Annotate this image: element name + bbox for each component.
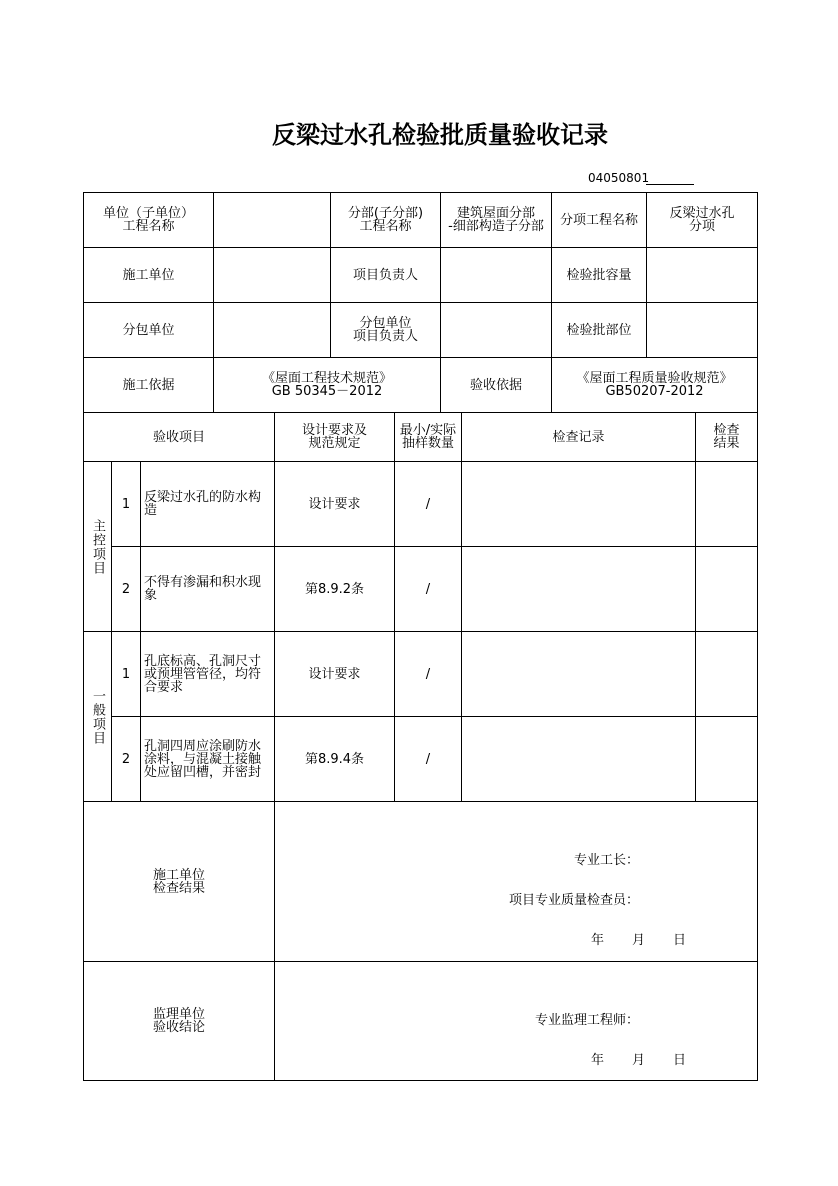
construction-basis-label-text: 施工依据 bbox=[122, 377, 175, 393]
main-item-1-text-content: 反梁过水孔的防水构造 bbox=[144, 490, 262, 518]
subcontractor-manager-label-line-2: 项目负责人 bbox=[352, 329, 418, 344]
subitem-name-value bbox=[646, 192, 758, 248]
col-header-record-text: 检查记录 bbox=[552, 429, 605, 445]
general-item-1-no-text: 1 bbox=[121, 666, 131, 682]
col-header-result-line-2: 结果 bbox=[713, 436, 740, 451]
general-item-2-no bbox=[111, 716, 141, 802]
subitem-name-label-text: 分项工程名称 bbox=[559, 212, 638, 228]
division-name-value-line-1: 建筑屋面分部 bbox=[456, 206, 535, 221]
contractor-value bbox=[213, 247, 331, 303]
general-item-2-record bbox=[461, 716, 696, 802]
col-header-sample-line-2: 抽样数量 bbox=[401, 436, 454, 451]
general-item-1-sample-text: / bbox=[425, 666, 431, 682]
col-header-sample-line-1: 最小/实际 bbox=[399, 423, 457, 438]
contractor-date-month: 月 bbox=[632, 933, 646, 948]
division-name-value bbox=[440, 192, 552, 248]
subitem-name-value-line-2: 分项 bbox=[688, 219, 715, 234]
supervisor-conclusion-label-line-1: 监理单位 bbox=[152, 1007, 205, 1022]
supervisor-conclusion-label bbox=[83, 961, 275, 1081]
general-item-2-result bbox=[695, 716, 758, 802]
subcontractor-label bbox=[83, 302, 214, 358]
main-item-1-no bbox=[111, 461, 141, 547]
subitem-name-label bbox=[551, 192, 647, 248]
batch-capacity-label bbox=[551, 247, 647, 303]
main-item-1-result bbox=[695, 461, 758, 547]
form-code-blank-line bbox=[646, 184, 694, 185]
acceptance-basis-label-text: 验收依据 bbox=[469, 377, 522, 393]
project-manager-label bbox=[330, 247, 441, 303]
subitem-name-value-line-1: 反梁过水孔 bbox=[669, 206, 735, 221]
general-item-1-record bbox=[461, 631, 696, 717]
main-item-2-sample-text: / bbox=[425, 581, 431, 597]
general-items-label bbox=[83, 631, 112, 802]
main-item-1-record bbox=[461, 461, 696, 547]
contractor-check-label bbox=[83, 801, 275, 962]
project-manager-label-text: 项目负责人 bbox=[352, 267, 418, 283]
batch-capacity-value bbox=[646, 247, 758, 303]
foreman-label: 专业工长： bbox=[573, 853, 639, 868]
main-item-2-sample bbox=[394, 546, 462, 632]
col-header-sample bbox=[394, 412, 462, 462]
subcontractor-manager-label bbox=[330, 302, 441, 358]
batch-capacity-label-text: 检验批容量 bbox=[566, 267, 632, 283]
col-header-result bbox=[695, 412, 758, 462]
main-control-label bbox=[83, 461, 112, 632]
unit-project-name-label-line-1: 单位（子单位） bbox=[102, 206, 194, 221]
acceptance-basis-value bbox=[551, 357, 758, 413]
general-item-1-text-content: 孔底标高、孔洞尺寸或预埋管管径，均符合要求 bbox=[144, 653, 262, 695]
general-item-1-requirement bbox=[274, 631, 395, 717]
main-item-1-no-text: 1 bbox=[121, 496, 131, 512]
subcontractor-manager-label-line-1: 分包单位 bbox=[359, 316, 412, 331]
main-item-1-requirement-text: 设计要求 bbox=[308, 496, 361, 512]
construction-basis-value-line-2: GB 50345－2012 bbox=[271, 384, 383, 399]
subcontractor-label-text: 分包单位 bbox=[122, 322, 175, 338]
construction-basis-label bbox=[83, 357, 214, 413]
batch-location-label bbox=[551, 302, 647, 358]
contractor-check-label-line-2: 检查结果 bbox=[152, 880, 205, 896]
col-header-record bbox=[461, 412, 696, 462]
form-code: 04050801 bbox=[588, 171, 650, 185]
col-header-item bbox=[83, 412, 275, 462]
contractor-check-label-line-1: 施工单位 bbox=[152, 867, 205, 883]
main-item-2-no-text: 2 bbox=[121, 581, 131, 597]
supervisor-date-month: 月 bbox=[632, 1053, 646, 1068]
general-item-2-text bbox=[140, 716, 275, 802]
quality-inspector-label: 项目专业质量检查员： bbox=[508, 893, 639, 908]
acceptance-basis-value-line-2: GB50207-2012 bbox=[605, 384, 704, 399]
general-item-1-text bbox=[140, 631, 275, 717]
construction-basis-value bbox=[213, 357, 441, 413]
supervisor-conclusion-label-line-2: 验收结论 bbox=[152, 1020, 205, 1035]
contractor-label-text: 施工单位 bbox=[122, 267, 175, 283]
contractor-label bbox=[83, 247, 214, 303]
general-item-1-sample bbox=[394, 631, 462, 717]
main-control-label-text: 主控项目 bbox=[90, 518, 105, 575]
batch-location-value bbox=[646, 302, 758, 358]
unit-project-name-value bbox=[213, 192, 331, 248]
contractor-check-area bbox=[274, 801, 758, 962]
subcontractor-value bbox=[213, 302, 331, 358]
page-title: 反梁过水孔检验批质量验收记录 bbox=[272, 121, 608, 149]
main-item-2-record bbox=[461, 546, 696, 632]
general-item-2-text-content: 孔洞四周应涂刷防水涂料，与混凝土接触处应留凹槽，并密封 bbox=[144, 738, 262, 780]
general-item-2-sample-text: / bbox=[425, 751, 431, 767]
acceptance-basis-value-line-1: 《屋面工程质量验收规范》 bbox=[576, 371, 733, 386]
batch-location-label-text: 检验批部位 bbox=[566, 322, 632, 338]
main-item-2-text-content: 不得有渗漏和积水现象 bbox=[144, 575, 262, 603]
unit-project-name-label-line-2: 工程名称 bbox=[122, 219, 175, 234]
supervising-engineer-label: 专业监理工程师： bbox=[534, 1013, 639, 1028]
main-item-2-result bbox=[695, 546, 758, 632]
division-name-value-line-2: -细部构造子分部 bbox=[448, 219, 544, 234]
col-header-requirement-line-2: 规范规定 bbox=[308, 436, 361, 451]
general-item-2-no-text: 2 bbox=[121, 751, 131, 767]
col-header-item-text: 验收项目 bbox=[152, 429, 205, 445]
general-items-label-text: 一般项目 bbox=[90, 688, 105, 745]
unit-project-name-label bbox=[83, 192, 214, 248]
main-item-2-requirement-text: 第8.9.2条 bbox=[304, 581, 365, 597]
general-item-2-sample bbox=[394, 716, 462, 802]
contractor-date-year: 年 bbox=[591, 933, 605, 948]
general-item-1-requirement-text: 设计要求 bbox=[308, 666, 361, 682]
supervisor-conclusion-area bbox=[274, 961, 758, 1081]
supervisor-date-day: 日 bbox=[673, 1053, 687, 1068]
main-item-2-text bbox=[140, 546, 275, 632]
main-item-1-text bbox=[140, 461, 275, 547]
construction-basis-value-line-1: 《屋面工程技术规范》 bbox=[261, 371, 392, 386]
project-manager-value bbox=[440, 247, 552, 303]
acceptance-basis-label bbox=[440, 357, 552, 413]
main-item-2-requirement bbox=[274, 546, 395, 632]
main-item-1-sample-text: / bbox=[425, 496, 431, 512]
main-item-1-requirement bbox=[274, 461, 395, 547]
division-name-label bbox=[330, 192, 441, 248]
contractor-date-day: 日 bbox=[673, 933, 687, 948]
general-item-1-result bbox=[695, 631, 758, 717]
main-item-2-no bbox=[111, 546, 141, 632]
division-name-label-line-1: 分部(子分部) bbox=[347, 206, 424, 221]
general-item-2-requirement-text: 第8.9.4条 bbox=[304, 751, 365, 767]
col-header-requirement bbox=[274, 412, 395, 462]
col-header-result-line-1: 检查 bbox=[713, 423, 740, 438]
supervisor-date-year: 年 bbox=[591, 1053, 605, 1068]
general-item-2-requirement bbox=[274, 716, 395, 802]
subcontractor-manager-value bbox=[440, 302, 552, 358]
division-name-label-line-2: 工程名称 bbox=[359, 219, 412, 234]
col-header-requirement-line-1: 设计要求及 bbox=[301, 423, 367, 438]
main-item-1-sample bbox=[394, 461, 462, 547]
general-item-1-no bbox=[111, 631, 141, 717]
